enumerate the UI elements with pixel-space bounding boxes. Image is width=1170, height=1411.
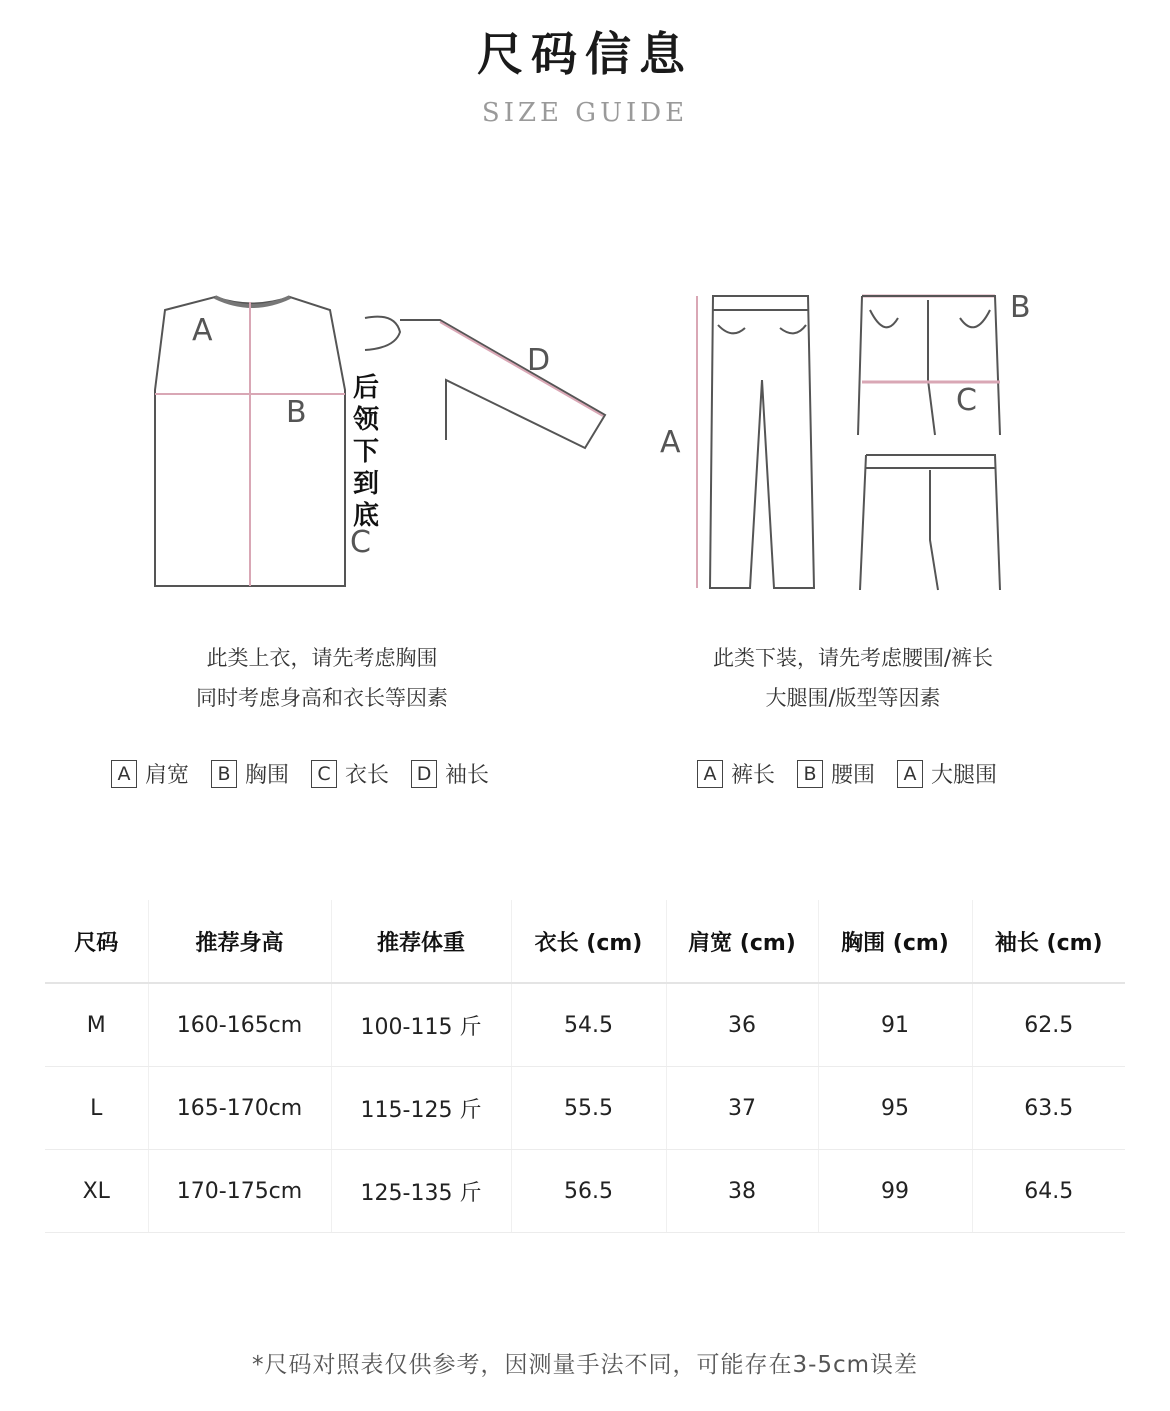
top-fit-note (72, 638, 572, 718)
pants-waist-outline (858, 296, 1000, 435)
legend-key: A (697, 760, 723, 788)
table-row (45, 1150, 1125, 1233)
cell-weight: 100-115 斤 (331, 983, 511, 1067)
column-header-chest: 胸围 (cm) (818, 900, 972, 983)
legend-key: A (111, 760, 137, 788)
legend-item-pants-length (697, 758, 775, 789)
legend-key: B (211, 760, 237, 788)
label-d: D (527, 343, 551, 378)
cell-size: XL (45, 1150, 148, 1233)
cell-height: 165-170cm (148, 1067, 331, 1150)
size-table (45, 900, 1125, 1233)
pants-back-outline (860, 455, 1000, 590)
cell-size: L (45, 1067, 148, 1150)
legend-item-chest (211, 758, 289, 789)
legend-key: C (311, 760, 337, 788)
legend-label: 大腿围 (931, 763, 998, 788)
cell-length: 55.5 (511, 1067, 666, 1150)
top-legend (111, 758, 489, 789)
cell-sleeve: 62.5 (972, 983, 1125, 1067)
legend-label: 袖长 (445, 763, 490, 788)
cell-shoulder: 38 (666, 1150, 818, 1233)
label-pants-c: C (956, 383, 977, 418)
column-header-size: 尺码 (45, 900, 148, 983)
legend-item-shoulder (111, 758, 189, 789)
cell-size: M (45, 983, 148, 1067)
cell-sleeve: 63.5 (972, 1067, 1125, 1150)
label-pants-a: A (660, 425, 681, 460)
bottom-legend (697, 758, 997, 789)
legend-label: 裤长 (731, 763, 776, 788)
cell-shoulder: 36 (666, 983, 818, 1067)
cell-shoulder: 37 (666, 1067, 818, 1150)
legend-label: 胸围 (245, 763, 290, 788)
legend-item-waist (797, 758, 875, 789)
table-row (45, 1067, 1125, 1150)
cell-length: 56.5 (511, 1150, 666, 1233)
cell-weight: 125-135 斤 (331, 1150, 511, 1233)
back-neck-to-hem-note: 后领下到底 (352, 373, 379, 531)
label-c: C (350, 525, 371, 560)
legend-key: D (411, 760, 437, 788)
legend-key: B (797, 760, 823, 788)
page-title: 尺码信息 (477, 27, 693, 81)
table-header-row (45, 900, 1125, 983)
column-header-shoulder: 肩宽 (cm) (666, 900, 818, 983)
column-header-height: 推荐身高 (148, 900, 331, 983)
bottom-fit-note-line-2: 大腿围/版型等因素 (765, 686, 941, 710)
legend-label: 衣长 (345, 763, 390, 788)
garment-diagrams (0, 270, 1170, 610)
cell-chest: 91 (818, 983, 972, 1067)
label-a: A (192, 313, 213, 348)
column-header-length: 衣长 (cm) (511, 900, 666, 983)
legend-item-thigh (897, 758, 997, 789)
pants-front-outline (710, 296, 814, 588)
cell-height: 160-165cm (148, 983, 331, 1067)
legend-item-length (311, 758, 389, 789)
measure-line-d (440, 322, 603, 416)
sleeve-outline (365, 317, 605, 448)
bottom-fit-note-line-1: 此类下装，请先考虑腰围/裤长 (712, 646, 994, 670)
label-b: B (286, 395, 307, 430)
page-subtitle: SIZE GUIDE (481, 98, 689, 128)
cell-weight: 115-125 斤 (331, 1067, 511, 1150)
label-pants-b: B (1010, 290, 1031, 325)
legend-label: 腰围 (831, 763, 876, 788)
cell-length: 54.5 (511, 983, 666, 1067)
legend-key: A (897, 760, 923, 788)
table-row (45, 983, 1125, 1067)
measurement-disclaimer: *尺码对照表仅供参考，因测量手法不同，可能存在3-5cm误差 (251, 1352, 919, 1378)
column-header-sleeve: 袖长 (cm) (972, 900, 1125, 983)
cell-chest: 99 (818, 1150, 972, 1233)
cell-sleeve: 64.5 (972, 1150, 1125, 1233)
legend-label: 肩宽 (145, 763, 190, 788)
legend-item-sleeve (411, 758, 489, 789)
cell-chest: 95 (818, 1067, 972, 1150)
bottom-fit-note (603, 638, 1103, 718)
cell-height: 170-175cm (148, 1150, 331, 1233)
column-header-weight: 推荐体重 (331, 900, 511, 983)
top-fit-note-line-2: 同时考虑身高和衣长等因素 (196, 686, 448, 710)
top-fit-note-line-1: 此类上衣，请先考虑胸围 (206, 646, 438, 670)
